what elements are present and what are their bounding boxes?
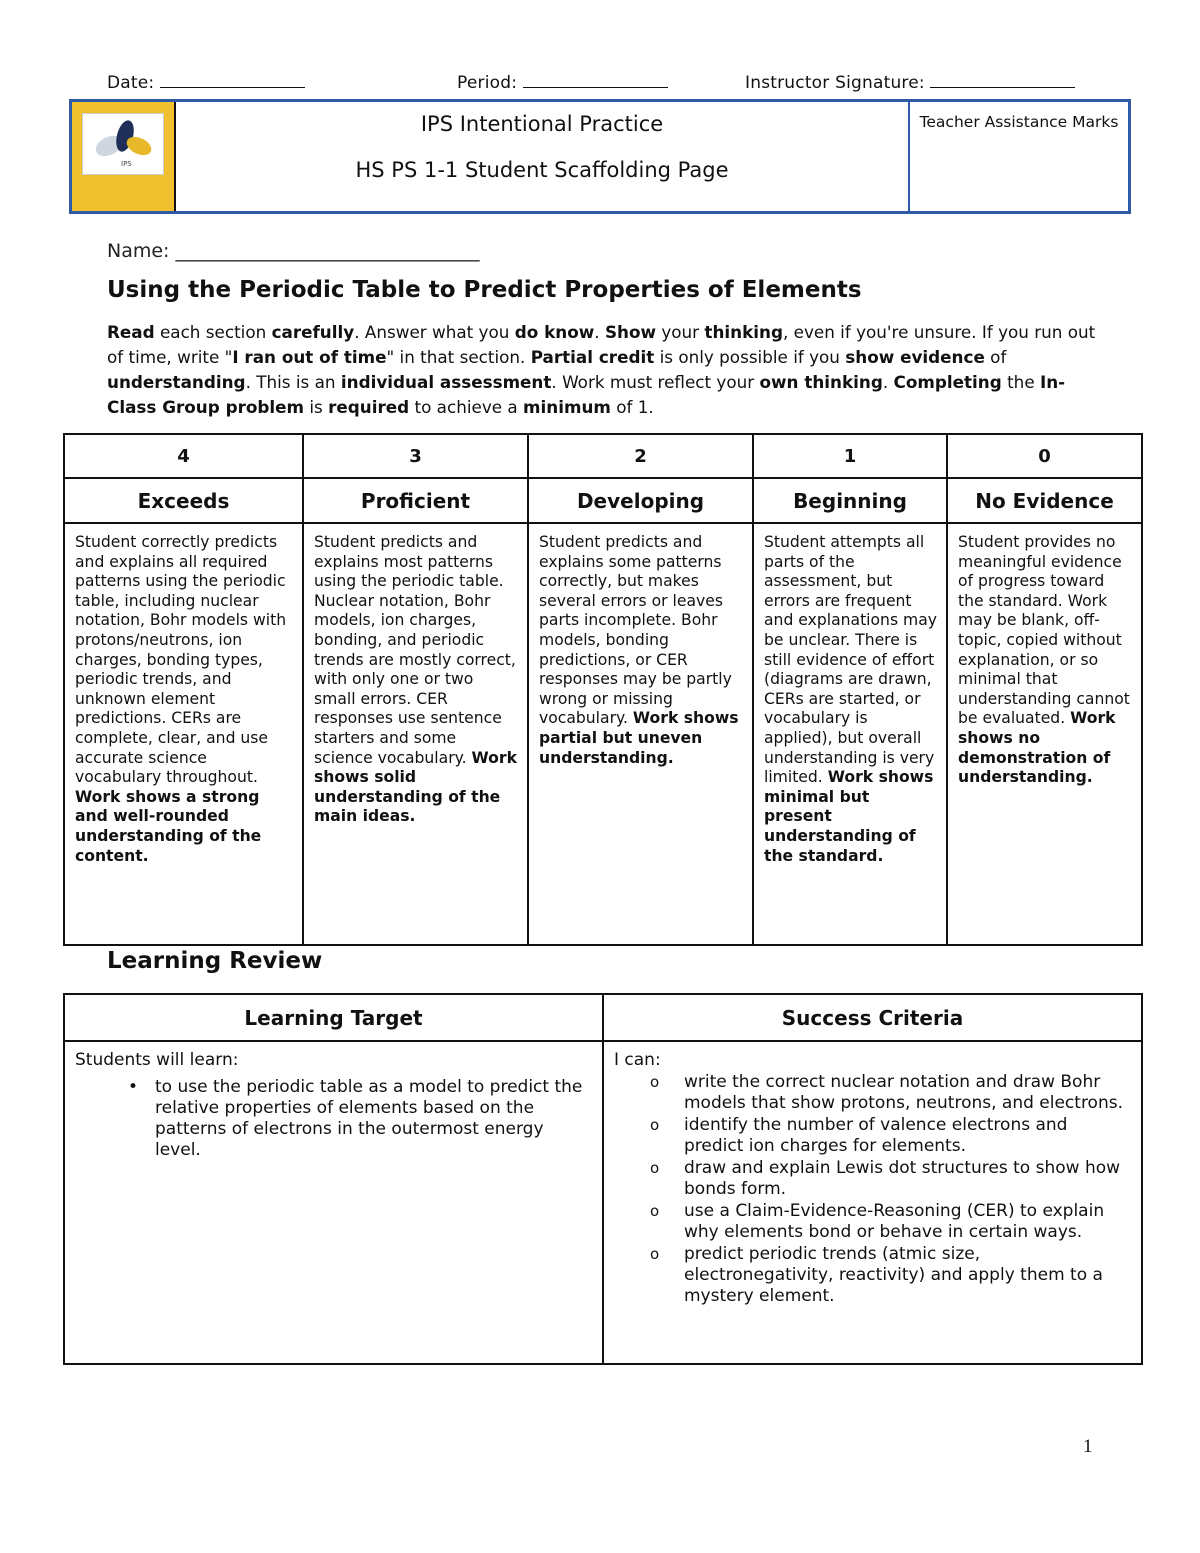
- instruction-segment: each section: [154, 322, 272, 342]
- rubric-description-proficient: Student predicts and explains most patterns using the periodic table. Nuclear notation, Bohr models, ion charges, bonding, and periodic trends are mostly correct, with only one or two small errors. CER responses use sentence starters and some science vocabulary. Work shows solid understanding of the main ideas.: [303, 523, 528, 945]
- instruction-segment: do know: [514, 322, 595, 342]
- period-field: [457, 73, 668, 93]
- instruction-segment: the: [1001, 372, 1040, 392]
- instruction-segment: Read: [107, 322, 155, 342]
- list-item: o predict periodic trends (atmic size, electronegativity, reactivity) and apply them to a mystery element.: [684, 1244, 1131, 1307]
- title-cell: [176, 102, 908, 211]
- instruction-segment: is: [304, 397, 329, 417]
- rubric-score: 1: [753, 434, 947, 478]
- success-criteria-header: Success Criteria: [603, 994, 1142, 1041]
- student-name-field[interactable]: Name: ________________________________: [107, 240, 480, 262]
- rubric-level: Developing: [528, 478, 753, 523]
- school-logo-icon: [82, 113, 164, 175]
- teacher-marks-label: Teacher Assistance Marks: [919, 113, 1119, 131]
- learning-review-title: Learning Review: [107, 948, 323, 974]
- instruction-segment: .: [882, 372, 894, 392]
- learning-table-body: [64, 1041, 1142, 1364]
- learning-table-header: [64, 994, 1142, 1041]
- rubric-level: Exceeds: [64, 478, 303, 523]
- date-label: Date:: [107, 73, 155, 93]
- success-criteria-cell: [603, 1041, 1142, 1364]
- rubric-level: Proficient: [303, 478, 528, 523]
- list-item: • to use the periodic table as a model to predict the relative properties of elements based on the patterns of electrons in the outermost energy level.: [155, 1077, 592, 1161]
- instruction-segment: , even if you're unsure. If you run out of time, write ": [107, 322, 1096, 367]
- rubric-score: 2: [528, 434, 753, 478]
- teacher-marks-cell[interactable]: [908, 102, 1128, 211]
- instruction-segment: Partial credit: [530, 347, 655, 367]
- learning-review-table: [63, 993, 1143, 1365]
- svg-text:IPS: IPS: [121, 160, 132, 168]
- learning-target-intro: Students will learn:: [75, 1050, 239, 1070]
- rubric-table: [63, 433, 1143, 946]
- instruction-segment: show evidence: [845, 347, 985, 367]
- instruction-segment: is only possible if you: [654, 347, 846, 367]
- instruction-segment: own thinking: [759, 372, 883, 392]
- instruction-segment: understanding: [107, 372, 246, 392]
- date-field: [107, 73, 305, 93]
- signature-field: [745, 73, 1075, 93]
- instruction-segment: " in that section.: [386, 347, 531, 367]
- instruction-segment: . This is an: [245, 372, 341, 392]
- instruction-segment: thinking: [704, 322, 783, 342]
- instruction-segment: your: [656, 322, 705, 342]
- list-item: o identify the number of valence electrons and predict ion charges for elements.: [684, 1115, 1131, 1157]
- list-item: o write the correct nuclear notation and draw Bohr models that show protons, neutrons, and electrons.: [684, 1072, 1131, 1114]
- instruction-segment: individual assessment: [340, 372, 552, 392]
- header-box: [69, 99, 1131, 214]
- rubric-level: No Evidence: [947, 478, 1142, 523]
- rubric-level-row: [64, 478, 1142, 523]
- rubric-score-row: [64, 434, 1142, 478]
- instruction-segment: minimum: [523, 397, 611, 417]
- instruction-segment: In-Class Group problem: [107, 372, 1066, 417]
- instruction-segment: I ran out of time: [232, 347, 387, 367]
- instruction-segment: to achieve a: [409, 397, 524, 417]
- rubric-description-no-evidence: Student provides no meaningful evidence of progress toward the standard. Work may be blank, off-topic, copied without explanation, or so minimal that understanding cannot be evaluated. Work shows no demonstration of understanding.: [947, 523, 1142, 945]
- rubric-score: 4: [64, 434, 303, 478]
- page-number: 1: [1083, 1436, 1093, 1457]
- list-item: o use a Claim-Evidence-Reasoning (CER) to explain why elements bond or behave in certain ways.: [684, 1201, 1131, 1243]
- rubric-description-exceeds: Student correctly predicts and explains all required patterns using the periodic table, including nuclear notation, Bohr models with protons/neutrons, ion charges, bonding types, periodic trends, and unknown element predictions. CERs are complete, clear, and use accurate science vocabulary throughout. Work shows a strong and well-rounded understanding of the content.: [64, 523, 303, 945]
- instruction-segment: .: [594, 322, 605, 342]
- rubric-level: Beginning: [753, 478, 947, 523]
- list-item: o draw and explain Lewis dot structures to show how bonds form.: [684, 1158, 1131, 1200]
- period-line[interactable]: [523, 73, 668, 88]
- instructions-paragraph: [107, 320, 1097, 420]
- instruction-segment: . Answer what you: [354, 322, 515, 342]
- rubric-description-row: [64, 523, 1142, 945]
- rubric-score: 3: [303, 434, 528, 478]
- learning-target-cell: [64, 1041, 603, 1364]
- instruction-segment: Completing: [893, 372, 1002, 392]
- signature-line[interactable]: [930, 73, 1075, 88]
- rubric-description-beginning: Student attempts all parts of the assessment, but errors are frequent and explanations may be unclear. There is still evidence of effort (diagrams are drawn, CERs are started, or vocabulary is applied), but overall understanding is very limited. Work shows minimal but present understanding of the standard.: [753, 523, 947, 945]
- signature-label: Instructor Signature:: [745, 73, 925, 93]
- success-criteria-intro: I can:: [614, 1050, 661, 1070]
- date-line[interactable]: [160, 73, 305, 88]
- instruction-segment: of: [984, 347, 1007, 367]
- instruction-segment: Show: [604, 322, 657, 342]
- period-label: Period:: [457, 73, 518, 93]
- learning-target-header: Learning Target: [64, 994, 603, 1041]
- instruction-segment: required: [328, 397, 410, 417]
- page-title: Using the Periodic Table to Predict Properties of Elements: [107, 277, 862, 303]
- header-title-line2: HS PS 1-1 Student Scaffolding Page: [355, 158, 729, 182]
- instruction-segment: . Work must reflect your: [551, 372, 760, 392]
- header-title-line1: IPS Intentional Practice: [420, 112, 664, 136]
- rubric-description-developing: Student predicts and explains some patterns correctly, but makes several errors or leaves parts incomplete. Bohr models, bonding predictions, or CER responses may be partly wrong or missing vocabulary. Work shows partial but uneven understanding.: [528, 523, 753, 945]
- instruction-segment: of 1.: [610, 397, 654, 417]
- logo-cell: [72, 102, 176, 211]
- instruction-segment: carefully: [271, 322, 355, 342]
- rubric-score: 0: [947, 434, 1142, 478]
